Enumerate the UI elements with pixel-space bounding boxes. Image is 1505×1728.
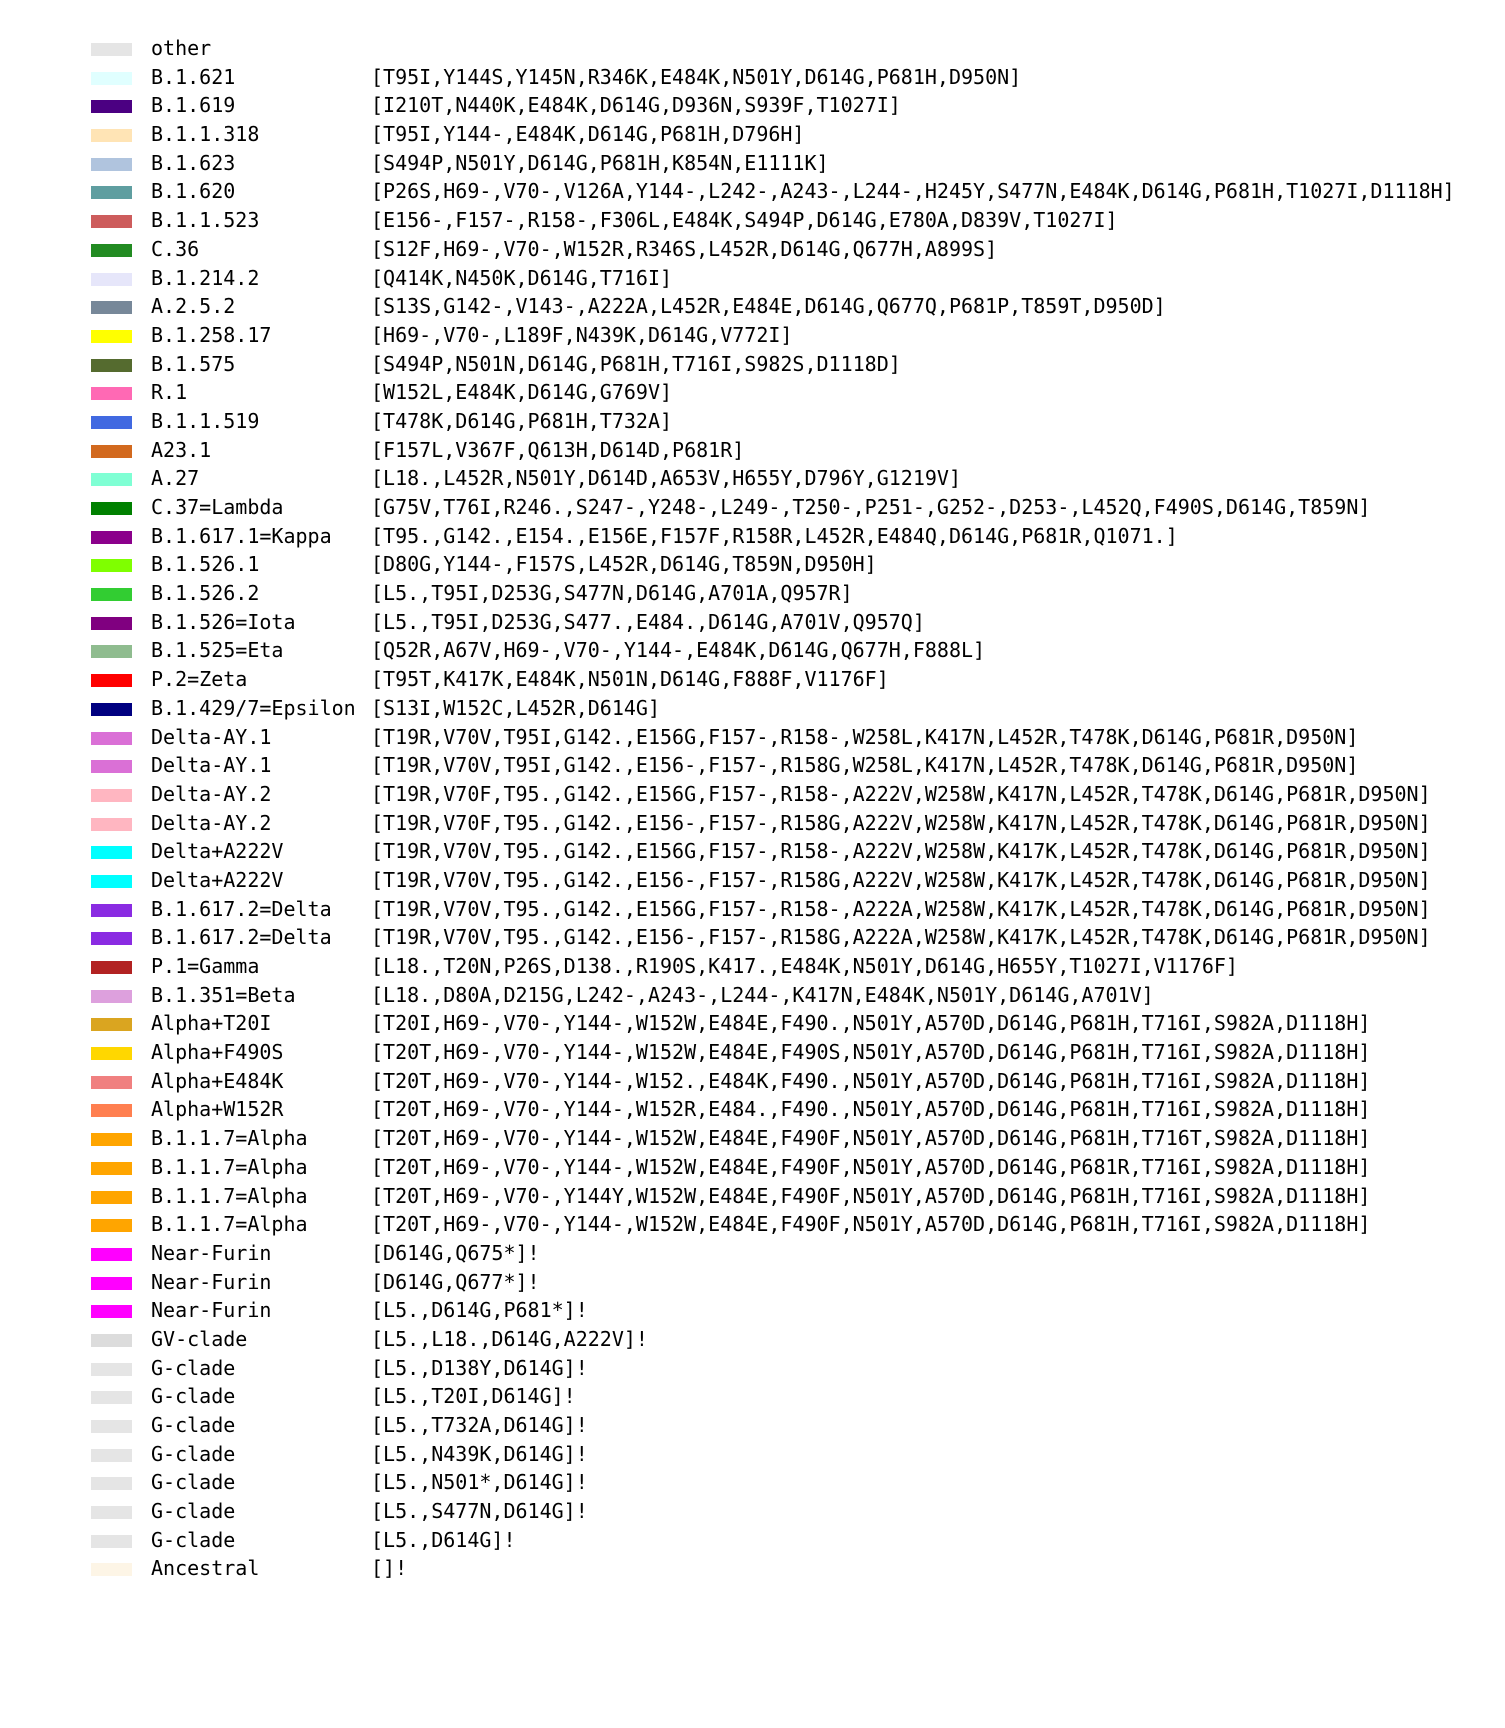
variant-name: B.1.1.7=Alpha [151,1212,308,1237]
legend-entry [0,751,1505,780]
legend-swatch [91,1133,132,1146]
legend-entry [0,1210,1505,1239]
legend-entry [0,321,1505,350]
variant-name: A.27 [151,466,200,491]
variant-name: B.1.351=Beta [151,982,296,1007]
legend-swatch [91,359,132,372]
legend-entry [0,1153,1505,1182]
variant-name: Near-Furin [151,1269,272,1294]
variant-name: B.1.526=Iota [151,609,296,634]
legend-entry [0,350,1505,379]
variant-name: P.2=Zeta [151,667,248,692]
variant-name: B.1.1.7=Alpha [151,1154,308,1179]
variant-name: Alpha+E484K [151,1068,284,1093]
mutation-list: [S494P,N501N,D614G,P681H,T716I,S982S,D1118D] [371,351,901,376]
legend-entry [0,579,1505,608]
variant-name: Near-Furin [151,1240,272,1265]
mutation-list: [S13I,W152C,L452R,D614G] [371,695,660,720]
legend-swatch [91,301,132,314]
legend-swatch [91,100,132,113]
legend-entry [0,895,1505,924]
legend-swatch [91,1219,132,1232]
legend-entry [0,1009,1505,1038]
mutation-list: [Q52R,A67V,H69-,V70-,Y144-,E484K,D614G,Q677H,F888L] [371,638,986,663]
legend-swatch [91,1018,132,1031]
legend-swatch [91,473,132,486]
legend-swatch [91,1391,132,1404]
mutation-list: [T478K,D614G,P681H,T732A] [371,408,673,433]
mutation-list: [T20T,H69-,V70-,Y144-,W152W,E484E,F490S,N501Y,A570D,D614G,P681H,T716I,S982A,D1118H] [371,1040,1371,1065]
legend-entry [0,923,1505,952]
legend-entry [0,1182,1505,1211]
legend-entry [0,1095,1505,1124]
mutation-list: [L5.,D614G]! [371,1527,516,1552]
legend-swatch [91,1363,132,1376]
legend-swatch [91,703,132,716]
legend-entry [0,1067,1505,1096]
mutation-list: [L5.,T732A,D614G]! [371,1413,588,1437]
legend-swatch [91,215,132,228]
legend-swatch [91,1420,132,1433]
mutation-list: [T95.,G142.,E154.,E156E,F157F,R158R,L452R,E484Q,D614G,P681R,Q1071.] [371,523,1178,548]
mutation-list: [L5.,T95I,D253G,S477.,E484.,D614G,A701V,Q957Q] [371,609,925,634]
mutation-list: [L18.,D80A,D215G,L242-,A243-,L244-,K417N,E484K,N501Y,D614G,A701V] [371,982,1154,1007]
legend-entry [0,378,1505,407]
mutation-list: [S494P,N501Y,D614G,P681H,K854N,E1111K] [371,150,829,175]
legend-swatch [91,72,132,85]
legend-entry [0,1382,1505,1411]
legend-swatch [91,1277,132,1290]
legend-entry [0,981,1505,1010]
mutation-list: [D614G,Q677*]! [371,1269,540,1294]
variant-name: B.1.1.318 [151,122,260,147]
variant-name: B.1.621 [151,64,236,89]
legend-swatch [91,875,132,888]
legend-swatch [91,502,132,515]
legend-swatch [91,330,132,343]
legend-swatch [91,1506,132,1519]
mutation-list: [I210T,N440K,E484K,D614G,D936N,S939F,T1027I] [371,93,901,118]
legend-entry [0,1554,1505,1583]
legend-swatch [91,760,132,773]
legend-swatch [91,617,132,630]
legend-swatch [91,186,132,199]
variant-name: Delta+A222V [151,839,284,864]
legend-entry [0,837,1505,866]
variant-name: B.1.619 [151,93,236,118]
legend-swatch [91,1104,132,1117]
variant-name: G-clade [151,1413,236,1437]
mutation-list: [T19R,V70F,T95.,G142.,E156-,F157-,R158G,A222V,W258W,K417N,L452R,T478K,D614G,P681R,D950N] [371,810,1431,835]
variant-name: B.1.258.17 [151,322,272,347]
legend-swatch [91,846,132,859]
legend-entry [0,522,1505,551]
variant-name: G-clade [151,1355,236,1380]
legend-swatch [91,531,132,544]
legend-entry [0,723,1505,752]
legend-entry [0,264,1505,293]
variant-name: Alpha+T20I [151,1011,272,1036]
mutation-list: [T19R,V70F,T95.,G142.,E156G,F157-,R158-,A222V,W258W,K417N,L452R,T478K,D614G,P681R,D950N] [371,781,1431,806]
legend-entry [0,436,1505,465]
variant-name: B.1.526.2 [151,581,260,606]
mutation-list: [W152L,E484K,D614G,G769V] [371,380,673,405]
legend-entry [0,866,1505,895]
variant-name: C.36 [151,236,200,261]
mutation-list: [D614G,Q675*]! [371,1240,540,1265]
legend-swatch [91,1047,132,1060]
mutation-list: [D80G,Y144-,F157S,L452R,D614G,T859N,D950H] [371,552,877,577]
legend-swatch [91,1191,132,1204]
mutation-list: [S12F,H69-,V70-,W152R,R346S,L452R,D614G,Q677H,A899S] [371,236,998,261]
mutation-list: [E156-,F157-,R158-,F306L,E484K,S494P,D614G,E780A,D839V,T1027I] [371,208,1118,233]
legend-entry [0,952,1505,981]
mutation-list: [T95I,Y144S,Y145N,R346K,E484K,N501Y,D614G,P681H,D950N] [371,64,1022,89]
legend-entry [0,780,1505,809]
variant-name: GV-clade [151,1326,248,1351]
legend-entry [0,1296,1505,1325]
mutation-list: [T19R,V70V,T95.,G142.,E156G,F157-,R158-,A222V,W258W,K417K,L452R,T478K,D614G,P681R,D950N] [371,839,1431,864]
legend-entry [0,1354,1505,1383]
mutation-list: [T20I,H69-,V70-,Y144-,W152W,E484E,F490.,N501Y,A570D,D614G,P681H,T716I,S982A,D1118H] [371,1011,1371,1036]
legend-swatch [91,1563,132,1576]
mutation-list: [Q414K,N450K,D614G,T716I] [371,265,673,290]
mutation-list: [T20T,H69-,V70-,Y144-,W152W,E484E,F490F,N501Y,A570D,D614G,P681H,T716I,S982A,D1118H] [371,1212,1371,1237]
variant-name: B.1.1.519 [151,408,260,433]
legend-entry [0,206,1505,235]
variant-name: A23.1 [151,437,212,462]
variant-name: B.1.429/7=Epsilon [151,695,356,720]
legend-entry [0,120,1505,149]
mutation-list: [L5.,T20I,D614G]! [371,1384,576,1409]
mutation-list: [T20T,H69-,V70-,Y144-,W152.,E484K,F490.,N501Y,A570D,D614G,P681H,T716I,S982A,D1118H] [371,1068,1371,1093]
legend-swatch [91,645,132,658]
mutation-list: [L5.,T95I,D253G,S477N,D614G,A701A,Q957R] [371,581,853,606]
legend-swatch [91,1334,132,1347]
legend-entry [0,1440,1505,1469]
legend-entry [0,1124,1505,1153]
legend-swatch [91,158,132,171]
legend-entry [0,292,1505,321]
legend-entry [0,1038,1505,1067]
variant-name: G-clade [151,1384,236,1409]
variant-name: B.1.617.2=Delta [151,925,332,950]
legend-swatch [91,129,132,142]
mutation-list: [L5.,L18.,D614G,A222V]! [371,1326,648,1351]
variant-name: B.1.525=Eta [151,638,284,663]
legend-entry [0,177,1505,206]
mutation-list: [P26S,H69-,V70-,V126A,Y144-,L242-,A243-,L244-,H245Y,S477N,E484K,D614G,P681H,T1027I,D1118H] [371,179,1455,204]
legend-entry [0,91,1505,120]
legend-entry [0,636,1505,665]
legend-swatch [91,1477,132,1490]
legend-swatch [91,732,132,745]
mutation-list: [L18.,L452R,N501Y,D614D,A653V,H655Y,D796Y,G1219V] [371,466,962,491]
legend-entry [0,1268,1505,1297]
variant-name: G-clade [151,1527,236,1552]
mutation-list: [T95T,K417K,E484K,N501N,D614G,F888F,V1176F] [371,667,889,692]
legend-swatch [91,43,132,56]
mutation-list: [T19R,V70V,T95I,G142.,E156G,F157-,R158-,W258L,K417N,L452R,T478K,D614G,P681R,D950N] [371,724,1359,749]
legend-swatch [91,789,132,802]
legend-entry [0,1239,1505,1268]
variant-name: B.1.1.7=Alpha [151,1126,308,1151]
legend-entry [0,407,1505,436]
legend-entry [0,149,1505,178]
legend-swatch [91,273,132,286]
legend-swatch [91,818,132,831]
legend-entry [0,34,1505,63]
legend-entry [0,694,1505,723]
mutation-list: [T95I,Y144-,E484K,D614G,P681H,D796H] [371,122,805,147]
variant-name: B.1.214.2 [151,265,260,290]
mutation-list: [T20T,H69-,V70-,Y144-,W152W,E484E,F490F,N501Y,A570D,D614G,P681R,T716I,S982A,D1118H] [371,1154,1371,1179]
variant-legend [0,34,1505,1583]
legend-swatch [91,559,132,572]
legend-entry [0,493,1505,522]
legend-swatch [91,1449,132,1462]
variant-name: Ancestral [151,1556,260,1581]
mutation-list: [T20T,H69-,V70-,Y144-,W152W,E484E,F490F,N501Y,A570D,D614G,P681H,T716T,S982A,D1118H] [371,1126,1371,1151]
legend-entry [0,1526,1505,1555]
variant-name: Alpha+W152R [151,1097,284,1122]
mutation-list: [T19R,V70V,T95.,G142.,E156G,F157-,R158-,A222A,W258W,K417K,L452R,T478K,D614G,P681R,D950N] [371,896,1431,921]
variant-name: Delta+A222V [151,867,284,892]
mutation-list: [L5.,D138Y,D614G]! [371,1355,588,1380]
variant-name: Delta-AY.2 [151,810,272,835]
variant-name: G-clade [151,1499,236,1524]
legend-swatch [91,244,132,257]
variant-name: B.1.617.2=Delta [151,896,332,921]
legend-entry [0,1468,1505,1497]
legend-entry [0,809,1505,838]
mutation-list: [L5.,N501*,D614G]! [371,1470,588,1495]
mutation-list: [T20T,H69-,V70-,Y144Y,W152W,E484E,F490F,N501Y,A570D,D614G,P681H,T716I,S982A,D1118H] [371,1183,1371,1208]
variant-name: C.37=Lambda [151,495,284,519]
variant-name: B.1.575 [151,351,236,376]
legend-swatch [91,990,132,1003]
legend-swatch [91,1162,132,1175]
variant-name: A.2.5.2 [151,294,236,319]
variant-name: R.1 [151,380,188,405]
legend-swatch [91,416,132,429]
variant-name: Near-Furin [151,1298,272,1323]
variant-name: G-clade [151,1441,236,1466]
legend-entry [0,63,1505,92]
legend-entry [0,464,1505,493]
legend-swatch [91,1248,132,1261]
variant-name: other [151,36,212,60]
variant-name: B.1.620 [151,179,236,204]
legend-swatch [91,1076,132,1089]
mutation-list: [T19R,V70V,T95.,G142.,E156-,F157-,R158G,A222V,W258W,K417K,L452R,T478K,D614G,P681R,D950N] [371,867,1431,892]
legend-entry [0,550,1505,579]
legend-entry [0,1411,1505,1440]
mutation-list: [T20T,H69-,V70-,Y144-,W152R,E484.,F490.,N501Y,A570D,D614G,P681H,T716I,S982A,D1118H] [371,1097,1371,1122]
mutation-list: [L18.,T20N,P26S,D138.,R190S,K417.,E484K,N501Y,D614G,H655Y,T1027I,V1176F] [371,954,1238,978]
mutation-list: [L5.,N439K,D614G]! [371,1441,588,1466]
variant-name: Delta-AY.2 [151,781,272,806]
mutation-list: [H69-,V70-,L189F,N439K,D614G,V772I] [371,322,793,347]
mutation-list: []! [371,1556,408,1581]
variant-name: B.1.1.523 [151,208,260,233]
legend-swatch [91,1305,132,1318]
legend-swatch [91,674,132,687]
variant-name: G-clade [151,1470,236,1495]
legend-entry [0,665,1505,694]
variant-name: B.1.1.7=Alpha [151,1183,308,1208]
mutation-list: [G75V,T76I,R246.,S247-,Y248-,L249-,T250-,P251-,G252-,D253-,L452Q,F490S,D614G,T859N] [371,495,1371,519]
legend-swatch [91,904,132,917]
legend-swatch [91,588,132,601]
variant-name: B.1.526.1 [151,552,260,577]
mutation-list: [S13S,G142-,V143-,A222A,L452R,E484E,D614G,Q677Q,P681P,T859T,D950D] [371,294,1166,319]
variant-name: P.1=Gamma [151,954,260,978]
variant-name: B.1.617.1=Kappa [151,523,332,548]
legend-swatch [91,387,132,400]
legend-entry [0,1325,1505,1354]
variant-name: Alpha+F490S [151,1040,284,1065]
legend-entry [0,1497,1505,1526]
variant-name: B.1.623 [151,150,236,175]
variant-name: Delta-AY.1 [151,724,272,749]
mutation-list: [F157L,V367F,Q613H,D614D,P681R] [371,437,745,462]
legend-swatch [91,961,132,974]
legend-swatch [91,445,132,458]
legend-entry [0,235,1505,264]
mutation-list: [T19R,V70V,T95.,G142.,E156-,F157-,R158G,A222A,W258W,K417K,L452R,T478K,D614G,P681R,D950N] [371,925,1431,950]
mutation-list: [L5.,D614G,P681*]! [371,1298,588,1323]
mutation-list: [T19R,V70V,T95I,G142.,E156-,F157-,R158G,W258L,K417N,L452R,T478K,D614G,P681R,D950N] [371,753,1359,778]
legend-swatch [91,1535,132,1548]
legend-swatch [91,932,132,945]
legend-entry [0,608,1505,637]
mutation-list: [L5.,S477N,D614G]! [371,1499,588,1524]
variant-name: Delta-AY.1 [151,753,272,778]
